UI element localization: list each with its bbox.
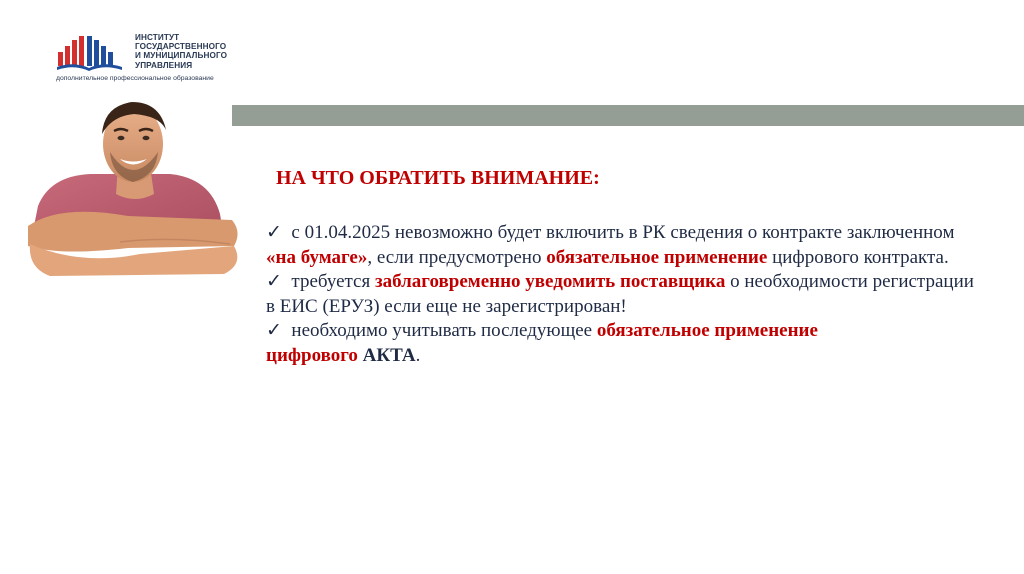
highlight-text: обязательное применение [596,320,818,341]
list-item [266,319,986,368]
bullet-text: необходимо учитывать последующее [291,320,597,341]
highlight-text: заблаговременно уведомить поставщика [374,271,726,292]
bullet-text: , если предусмотрено [367,246,547,268]
bullet-text: с 01.04.2025 невозможно будет включить в РК сведения о контракте заключенном [291,222,955,243]
institute-logo [56,30,256,82]
checkmark-icon: ✓ [266,320,282,341]
list-item [266,221,986,270]
bold-text: АКТА [362,344,416,366]
checkmark-icon: ✓ [266,222,282,243]
book-logo-icon [56,34,126,72]
logo-line: ГОСУДАРСТВЕННОГО [135,42,227,52]
header-banner [232,105,1024,126]
logo-line: ИНСТИТУТ [135,33,180,42]
smiling-man-photo [20,96,246,280]
bullet-text: требуется [291,271,375,292]
highlight-text: «на бумаге» [266,246,368,268]
logo-line: УПРАВЛЕНИЯ [135,60,193,70]
bullet-text: о необходимости регистрации в ЕИС (ЕРУЗ) если еще не зарегистрирован! [266,271,974,317]
content-body [266,221,986,368]
logo-subtitle: дополнительное профессиональное образование [56,75,214,82]
highlight-text: цифрового [266,344,358,366]
logo-text [135,33,227,70]
checkmark-icon: ✓ [266,271,282,292]
bullet-text: . [415,344,421,366]
page-title: НА ЧТО ОБРАТИТЬ ВНИМАНИЕ: [276,167,600,189]
list-item [266,270,986,319]
highlight-text: обязательное применение [546,246,768,268]
bullet-text: цифрового контракта. [767,246,949,268]
logo-line: И МУНИЦИПАЛЬНОГО [135,51,228,61]
